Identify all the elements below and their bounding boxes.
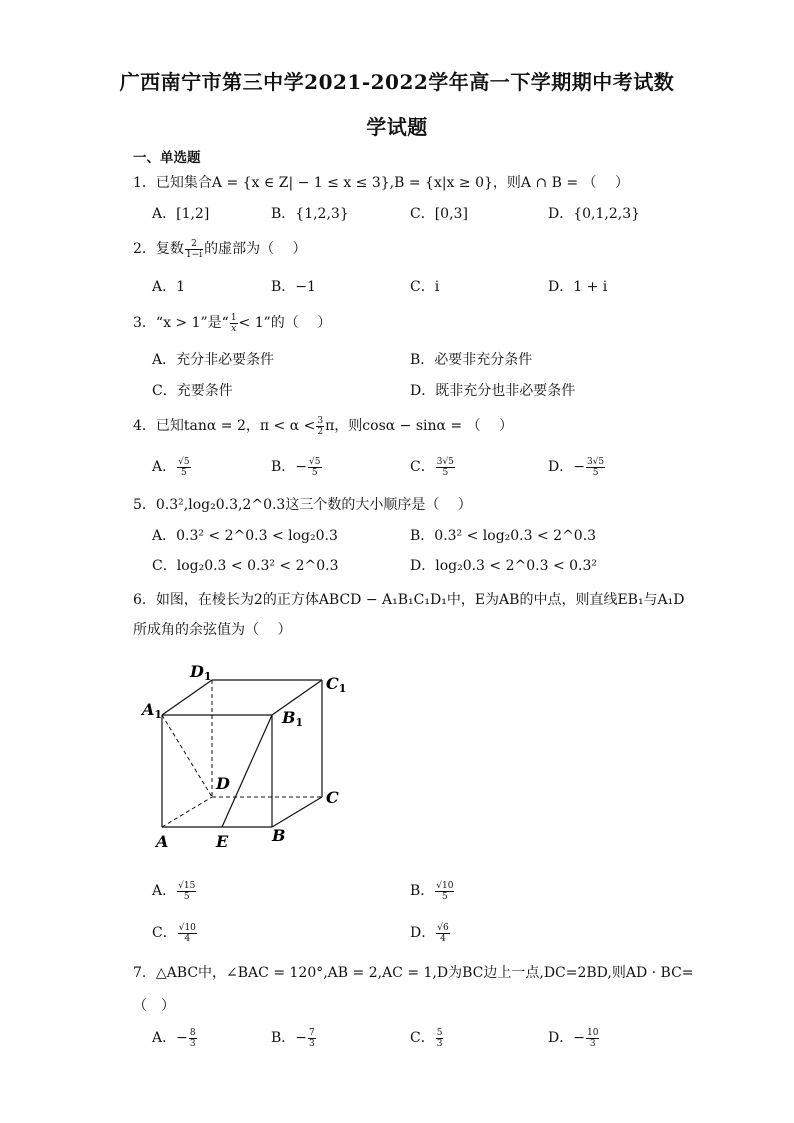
segment-e-b1	[222, 715, 272, 827]
q7-d-label: D．−	[548, 1030, 585, 1046]
q3-option-c: C．充要条件	[152, 383, 233, 399]
q6-c-den: 4	[184, 933, 191, 944]
q7-b-label: B．−	[271, 1030, 308, 1046]
q4-frac-num: 3	[317, 415, 324, 426]
q6-c-fraction	[178, 923, 197, 944]
q4-a-fraction	[177, 457, 190, 478]
q2-option-b: B．−1	[271, 279, 316, 295]
label-c: C	[326, 788, 339, 807]
q4-d-label: D．−	[548, 459, 585, 475]
edge-b1-c1	[272, 680, 322, 715]
q7-option-c	[410, 1027, 444, 1049]
q4-stem-start: 4．已知tanα = 2，π < α <	[133, 418, 316, 434]
q6-option-c	[152, 922, 198, 944]
label-a: A	[156, 832, 169, 851]
q2-fraction	[185, 239, 203, 260]
q4-stem-end: π，则cosα − sinα = （ ）	[325, 418, 514, 434]
question-2-stem	[133, 238, 307, 260]
document-title: 广西南宁市第三中学2021-2022学年高一下学期期中考试数	[119, 70, 675, 94]
q7-option-b	[271, 1027, 317, 1049]
q2-stem-end: 的虚部为（ ）	[204, 241, 307, 257]
question-7-stem: 7．△ABC中，∠BAC = 120°,AB = 2,AC = 1,D为BC边上一点,DC=2BD,则AD · BC=	[133, 965, 694, 981]
edge-a-d-hidden	[162, 797, 212, 827]
label-c1: C1	[326, 674, 347, 695]
q6-c-label: C．	[152, 925, 177, 941]
cube-figure	[130, 655, 360, 855]
q6-d-den: 4	[440, 933, 446, 944]
q4-option-b	[271, 456, 323, 478]
q6-a-den: 5	[183, 891, 190, 902]
q6-option-a	[152, 880, 197, 902]
q2-option-a: A．1	[152, 279, 186, 295]
q2-frac-den: 1−i	[185, 249, 203, 260]
q6-b-fraction	[435, 881, 454, 902]
q7-c-label: C．	[410, 1030, 435, 1046]
q5-option-b: B．0.3² < log₂0.3 < 2^0.3	[410, 528, 597, 544]
section-heading: 一、单选题	[133, 150, 201, 166]
question-1-stem: 1．已知集合A = {x ∈ Z| − 1 ≤ x ≤ 3},B = {x|x ≥ 0}，则A ∩ B = （ ）	[133, 175, 630, 191]
q4-a-den: 5	[180, 467, 187, 478]
q1-option-b: B．{1,2,3}	[271, 206, 349, 222]
q4-b-label: B．−	[271, 459, 308, 475]
q4-d-num: 3√5	[586, 456, 605, 467]
q7-c-den: 3	[436, 1038, 443, 1049]
label-b: B	[272, 826, 286, 845]
q7-a-den: 3	[189, 1038, 196, 1049]
q6-a-num: √15	[178, 880, 196, 891]
q2-stem-start: 2．复数	[133, 241, 184, 257]
q4-b-den: 5	[311, 467, 318, 478]
q3-stem-end: < 1”的（ ）	[238, 315, 332, 331]
label-a1: A1	[142, 700, 163, 721]
edge-a1-d1	[162, 680, 212, 715]
q6-d-label: D．	[410, 925, 436, 941]
segment-a1-d-hidden	[162, 715, 212, 797]
q6-d-num: √6	[437, 922, 449, 933]
question-4-stem	[133, 415, 513, 437]
q5-option-d: D．log₂0.3 < 2^0.3 < 0.3²	[410, 558, 598, 574]
label-b1: B1	[282, 708, 304, 729]
label-e: E	[216, 832, 229, 851]
q4-fraction	[316, 416, 324, 437]
q1-option-a: A．[1,2]	[152, 206, 210, 222]
q1-option-d: D．{0,1,2,3}	[548, 206, 641, 222]
q4-c-den: 5	[442, 467, 449, 478]
question-3-stem	[133, 312, 331, 334]
q6-b-num: √10	[436, 880, 454, 891]
q3-frac-num: 1	[230, 312, 237, 323]
q4-option-c	[410, 456, 456, 478]
label-d: D	[216, 774, 230, 793]
q6-c-num: √10	[178, 922, 196, 933]
q6-option-d	[410, 922, 451, 944]
label-d1: D1	[190, 662, 212, 683]
q2-option-d: D．1 + i	[548, 279, 608, 295]
q4-a-num: √5	[178, 456, 190, 467]
document-title-continued: 学试题	[366, 115, 428, 139]
q7-c-fraction	[436, 1028, 444, 1049]
q7-b-fraction	[308, 1028, 316, 1049]
q1-option-c: C．[0,3]	[410, 206, 468, 222]
q7-c-num: 5	[436, 1027, 443, 1038]
q7-option-d	[548, 1027, 600, 1049]
q4-a-label: A．	[152, 459, 177, 475]
q4-option-d	[548, 456, 606, 478]
q6-b-label: B．	[410, 883, 435, 899]
q7-b-num: 7	[309, 1027, 315, 1038]
q7-option-a	[152, 1027, 198, 1049]
question-5-stem: 5．0.3²,log₂0.3,2^0.3这三个数的大小顺序是（ ）	[133, 497, 472, 513]
q7-a-fraction	[189, 1028, 197, 1049]
q7-a-num: 8	[189, 1027, 196, 1038]
q5-option-c: C．log₂0.3 < 0.3² < 2^0.3	[152, 558, 339, 574]
q7-b-den: 3	[309, 1038, 315, 1049]
q4-b-fraction	[308, 457, 321, 478]
q3-frac-den: x	[231, 323, 237, 334]
q4-d-den: 5	[592, 467, 599, 478]
q2-option-c: C．i	[410, 279, 440, 295]
q3-option-d: D．既非充分也非必要条件	[410, 383, 576, 399]
q4-c-num: 3√5	[436, 456, 454, 467]
q6-a-fraction	[177, 881, 196, 902]
q3-fraction	[230, 313, 238, 334]
q5-option-a: A．0.3² < 2^0.3 < log₂0.3	[152, 528, 338, 544]
edge-b-c	[272, 797, 322, 827]
q7-d-fraction	[586, 1028, 599, 1049]
question-7-stem-continued: （ ）	[133, 998, 175, 1014]
q4-c-label: C．	[410, 459, 435, 475]
question-6-stem-continued: 所成角的余弦值为（ ）	[133, 622, 292, 638]
q2-frac-num: 2	[185, 239, 203, 250]
q6-d-fraction	[436, 923, 449, 944]
q3-option-b: B．必要非充分条件	[410, 352, 533, 368]
q3-option-a: A．充分非必要条件	[152, 352, 275, 368]
q7-a-label: A．−	[152, 1030, 188, 1046]
q6-a-label: A．	[152, 883, 177, 899]
q4-option-a	[152, 456, 192, 478]
q7-d-num: 10	[586, 1027, 599, 1038]
q6-option-b	[410, 880, 455, 902]
q6-b-den: 5	[442, 891, 448, 902]
q3-stem-start: 3．“x > 1”是“	[133, 315, 229, 331]
q4-d-fraction	[586, 457, 605, 478]
q4-b-num: √5	[309, 456, 321, 467]
q7-d-den: 3	[589, 1038, 596, 1049]
q4-frac-den: 2	[317, 426, 324, 437]
question-6-stem: 6．如图，在棱长为2的正方体ABCD − A₁B₁C₁D₁中，E为AB的中点，则直线EB₁与A₁D	[133, 592, 685, 608]
q4-c-fraction	[436, 457, 455, 478]
